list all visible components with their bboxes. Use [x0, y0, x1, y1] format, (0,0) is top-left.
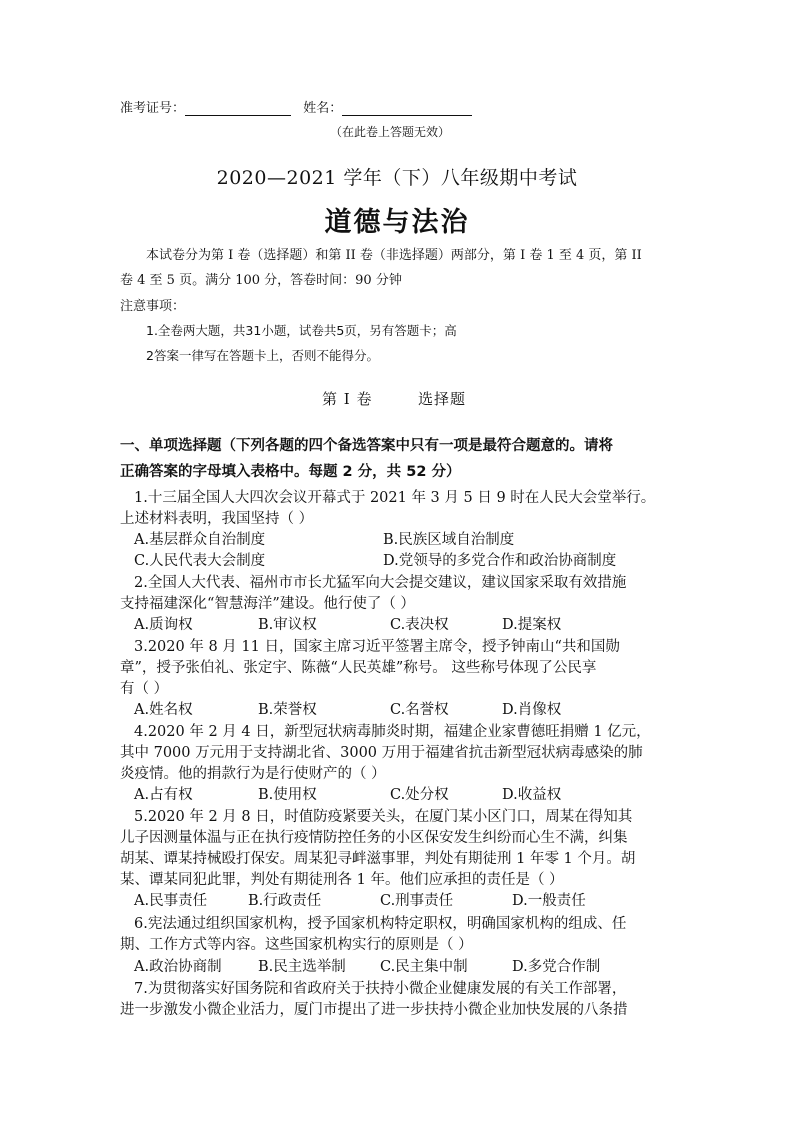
name-blank[interactable]: [342, 101, 472, 116]
q2-option-b: B.审议权: [258, 617, 317, 633]
q4-line-2: 其中 7000 万元用于支持湖北省、3000 万用于福建省抗击新型冠状病毒感染的肺: [120, 745, 643, 761]
q1-option-c: C.人民代表大会制度: [134, 553, 266, 569]
q5-option-d: D.一般责任: [512, 893, 586, 909]
q4-option-d: D.收益权: [502, 787, 562, 803]
intro-line-1: 本试卷分为第 I 卷（选择题）和第 II 卷（非选择题）两部分，第 I 卷 1 至 4 页，第 II: [146, 248, 642, 263]
q4-line-3: 炎疫情。他的捐款行为是行使财产的（ ）: [120, 766, 386, 782]
notes-item-1: 1.全卷两大题，共31小题，试卷共5页，另有答题卡；高: [146, 323, 457, 338]
section-heading-line-2: 正确答案的字母填入表格中。每题 2 分，共 52 分）: [120, 464, 461, 480]
name-label: 姓名：: [303, 101, 343, 116]
section-heading-line-1: 一、单项选择题（下列各题的四个备选答案中只有一项是最符合题意的。请将: [120, 438, 613, 454]
q6-option-d: D.多党合作制: [512, 959, 601, 975]
q3-line-1: 3.2020 年 8 月 11 日，国家主席习近平签署主席令，授予钟南山“共和国勋: [134, 639, 620, 655]
q3-option-a: A.姓名权: [134, 702, 193, 718]
q6-option-a: A.政治协商制: [134, 959, 222, 975]
part-name: 选择题: [418, 390, 467, 408]
q3-option-c: C.名誉权: [390, 702, 449, 718]
q2-option-c: C.表决权: [390, 617, 449, 633]
q3-option-d: D.肖像权: [502, 702, 562, 718]
q5-line-4: 某、谭某同犯此罪，判处有期徒刑各 1 年。他们应承担的责任是（ ）: [120, 872, 564, 888]
q5-line-2: 儿子因测量体温与正在执行疫情防控任务的小区保安发生纠纷而心生不满，纠集: [120, 830, 628, 846]
q2-option-d: D.提案权: [502, 617, 562, 633]
q4-line-1: 4.2020 年 2 月 4 日，新型冠状病毒肺炎时期，福建企业家曹德旺捐赠 1 亿元，: [134, 724, 651, 740]
q1-line-2: 上述材料表明，我国坚持（ ）: [120, 511, 314, 527]
q6-option-b: B.民主选举制: [258, 959, 346, 975]
invalid-answer-note: （在此卷上答题无效）: [330, 125, 451, 139]
exam-id-label: 准考证号：: [120, 101, 186, 116]
exam-title: 2020—2021 学年（下）八年级期中考试: [216, 167, 578, 189]
exam-id-row: [120, 97, 472, 116]
q7-line-2: 进一步激发小微企业活力，厦门市提出了进一步扶持小微企业加快发展的八条措: [120, 1002, 628, 1018]
q6-line-1: 6.宪法通过组织国家机构，授予国家机构特定职权，明确国家机构的组成、任: [134, 916, 627, 932]
q4-option-a: A.占有权: [134, 787, 193, 803]
part-label: 第 I 卷: [322, 390, 373, 408]
q3-line-2: 章”，授予张伯礼、张定宇、陈薇“人民英雄”称号。 这些称号体现了公民享: [120, 660, 597, 676]
q5-line-3: 胡某、谭某持械殴打保安。周某犯寻衅滋事罪，判处有期徒刑 1 年零 1 个月。胡: [120, 851, 636, 867]
q2-option-a: A.质询权: [134, 617, 193, 633]
exam-id-blank[interactable]: [185, 101, 291, 116]
q1-option-a: A.基层群众自治制度: [134, 532, 266, 548]
q7-line-1: 7.为贯彻落实好国务院和省政府关于扶持小微企业健康发展的有关工作部署，: [134, 981, 627, 997]
q1-option-b: B.民族区域自治制度: [383, 532, 515, 548]
q5-option-b: B.行政责任: [248, 893, 322, 909]
q1-option-d: D.党领导的多党合作和政治协商制度: [383, 553, 617, 569]
notes-heading: 注意事项：: [120, 299, 186, 314]
q5-line-1: 5.2020 年 2 月 8 日，时值防疫紧要关头，在厦门某小区门口，周某在得知其: [134, 809, 633, 825]
subject-title: 道德与法治: [324, 207, 470, 238]
q2-line-1: 2.全国人大代表、福州市市长尤猛军向大会提交建议，建议国家采取有效措施: [134, 575, 627, 591]
q3-line-3: 有（ ）: [120, 681, 169, 697]
q3-option-b: B.荣誉权: [258, 702, 317, 718]
q6-option-c: C.民主集中制: [380, 959, 468, 975]
q1-line-1: 1.十三届全国人大四次会议开幕式于 2021 年 3 月 5 日 9 时在人民大会堂举行。: [134, 490, 656, 506]
q5-option-c: C.刑事责任: [380, 893, 454, 909]
notes-item-2: 2答案一律写在答题卡上，否则不能得分。: [146, 348, 379, 363]
q4-option-c: C.处分权: [390, 787, 449, 803]
q4-option-b: B.使用权: [258, 787, 317, 803]
q5-option-a: A.民事责任: [134, 893, 208, 909]
q6-line-2: 期、工作方式等内容。这些国家机构实行的原则是（ ）: [120, 937, 473, 953]
q2-line-2: 支持福建深化“智慧海洋”建设。他行使了（ ）: [120, 596, 415, 612]
intro-line-2: 卷 4 至 5 页。满分 100 分，答卷时间：90 分钟: [120, 273, 402, 288]
